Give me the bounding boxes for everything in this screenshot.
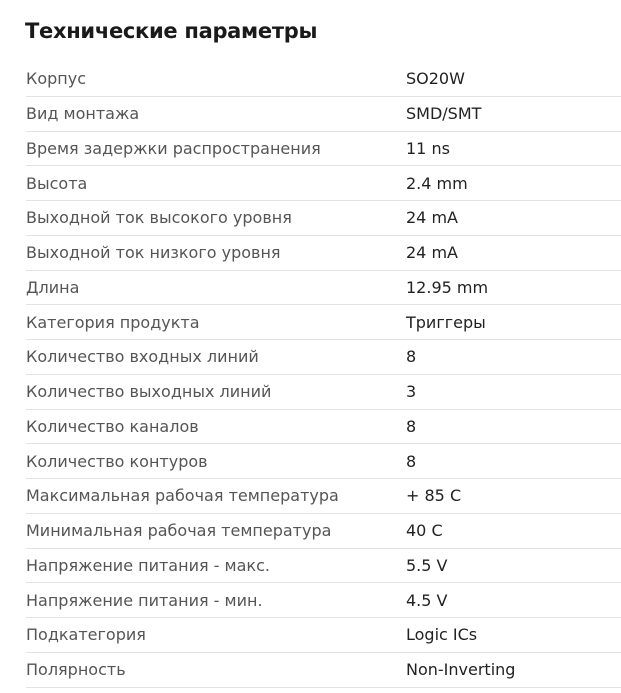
spec-row <box>26 549 621 584</box>
spec-value: 5.5 V <box>406 555 448 575</box>
spec-row <box>26 305 621 340</box>
spec-row <box>26 62 621 97</box>
spec-label: Минимальная рабочая температура <box>26 521 332 541</box>
spec-label: Максимальная рабочая температура <box>26 486 339 506</box>
spec-value: 2.4 mm <box>406 173 468 193</box>
spec-row <box>26 271 621 306</box>
spec-value: + 85 C <box>406 486 462 506</box>
spec-row <box>26 618 621 653</box>
spec-value: 24 mA <box>406 243 458 263</box>
spec-label: Напряжение питания - мин. <box>26 590 263 610</box>
spec-value: 11 ns <box>406 138 450 158</box>
spec-label: Вид монтажа <box>26 104 140 124</box>
spec-value: 8 <box>406 451 417 471</box>
spec-value: SO20W <box>406 69 465 89</box>
spec-label: Количество входных линий <box>26 347 259 367</box>
spec-label: Категория продукта <box>26 312 200 332</box>
spec-value: 40 C <box>406 521 443 541</box>
spec-label: Количество выходных линий <box>26 382 272 402</box>
section-title: Технические параметры <box>25 19 318 43</box>
spec-value: 8 <box>406 416 417 436</box>
spec-label: Время задержки распространения <box>26 138 321 158</box>
spec-label: Выходной ток высокого уровня <box>26 208 292 228</box>
spec-row <box>26 653 621 688</box>
spec-label: Полярность <box>26 660 126 680</box>
spec-value: Logic ICs <box>406 625 478 645</box>
spec-value: 4.5 V <box>406 590 448 610</box>
spec-row <box>26 236 621 271</box>
spec-row <box>26 583 621 618</box>
spec-label: Корпус <box>26 69 87 89</box>
spec-row <box>26 410 621 445</box>
spec-row <box>26 444 621 479</box>
spec-label: Длина <box>26 277 80 297</box>
spec-value: Non-Inverting <box>406 660 516 680</box>
spec-row <box>26 201 621 236</box>
spec-label: Количество каналов <box>26 416 199 436</box>
spec-value: 3 <box>406 382 417 402</box>
spec-value: SMD/SMT <box>406 104 482 124</box>
spec-value: 24 mA <box>406 208 458 228</box>
spec-row <box>26 479 621 514</box>
spec-row <box>26 514 621 549</box>
spec-label: Выходной ток низкого уровня <box>26 243 281 263</box>
spec-row <box>26 97 621 132</box>
spec-row <box>26 132 621 167</box>
spec-value: 12.95 mm <box>406 277 489 297</box>
spec-value: Триггеры <box>406 312 486 332</box>
spec-label: Количество контуров <box>26 451 208 471</box>
spec-row <box>26 166 621 201</box>
spec-label: Высота <box>26 173 88 193</box>
spec-row <box>26 340 621 375</box>
spec-value: 8 <box>406 347 417 367</box>
spec-label: Подкатегория <box>26 625 146 645</box>
spec-row <box>26 375 621 410</box>
spec-table <box>26 62 621 688</box>
spec-label: Напряжение питания - макс. <box>26 555 270 575</box>
